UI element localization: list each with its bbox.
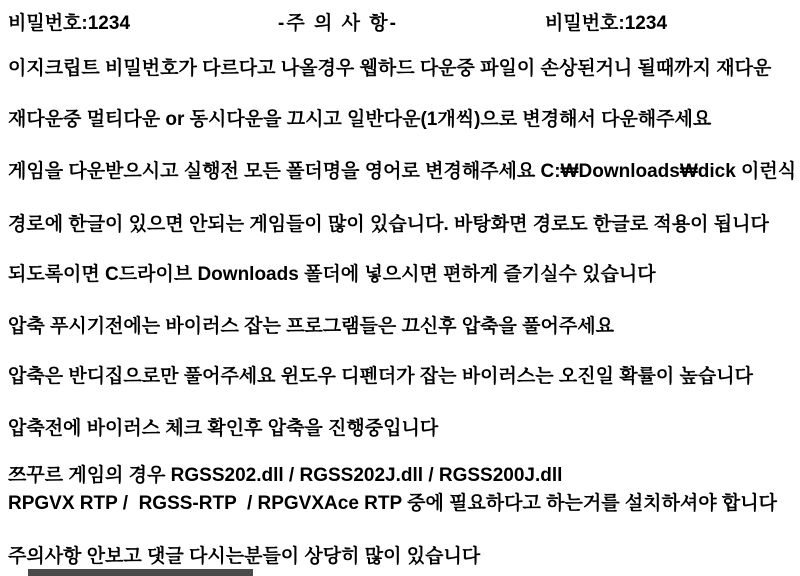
notice-line-8: 압축전에 바이러스 체크 확인후 압축을 진행중입니다 — [8, 418, 439, 439]
cutoff-text-bar — [28, 569, 253, 576]
notice-line-7: 압축은 반디집으로만 풀어주세요 윈도우 디펜더가 잡는 바이러스는 오진일 확률이 높습니다 — [8, 366, 753, 387]
notice-line-11: 주의사항 안보고 댓글 다시는분들이 상당히 많이 있습니다 — [8, 546, 481, 567]
page-title: -주 의 사 항- — [278, 13, 398, 34]
notice-line-10: RPGVX RTP / RGSS-RTP / RPGVXAce RTP 중에 필요하다고 하는거를 설치하셔야 합니다 — [8, 493, 777, 514]
notice-header — [0, 0, 800, 34]
notice-line-4: 경로에 한글이 있으면 안되는 게임들이 많이 있습니다. 바탕화면 경로도 한글로 적용이 됩니다 — [8, 214, 769, 235]
notice-line-5: 되도록이면 C드라이브 Downloads 폴더에 넣으시면 편하게 즐기실수 있습니다 — [8, 264, 656, 285]
password-left: 비밀번호:1234 — [8, 13, 131, 34]
notice-line-2: 재다운중 멀티다운 or 동시다운을 끄시고 일반다운(1개씩)으로 변경해서 다운해주세요 — [8, 109, 712, 130]
notice-line-1: 이지크립트 비밀번호가 다르다고 나올경우 웹하드 다운중 파일이 손상된거니 될때까지 재다운 — [8, 58, 772, 79]
notice-line-9: 쯔꾸르 게임의 경우 RGSS202.dll / RGSS202J.dll / RGSS200J.dll — [8, 465, 563, 486]
password-right: 비밀번호:1234 — [545, 13, 668, 34]
notice-line-3: 게임을 다운받으시고 실행전 모든 폴더명을 영어로 변경해주세요 C:₩Downloads₩dick 이런식 — [8, 161, 797, 182]
notice-line-6: 압축 푸시기전에는 바이러스 잡는 프로그램들은 끄신후 압축을 풀어주세요 — [8, 316, 614, 337]
